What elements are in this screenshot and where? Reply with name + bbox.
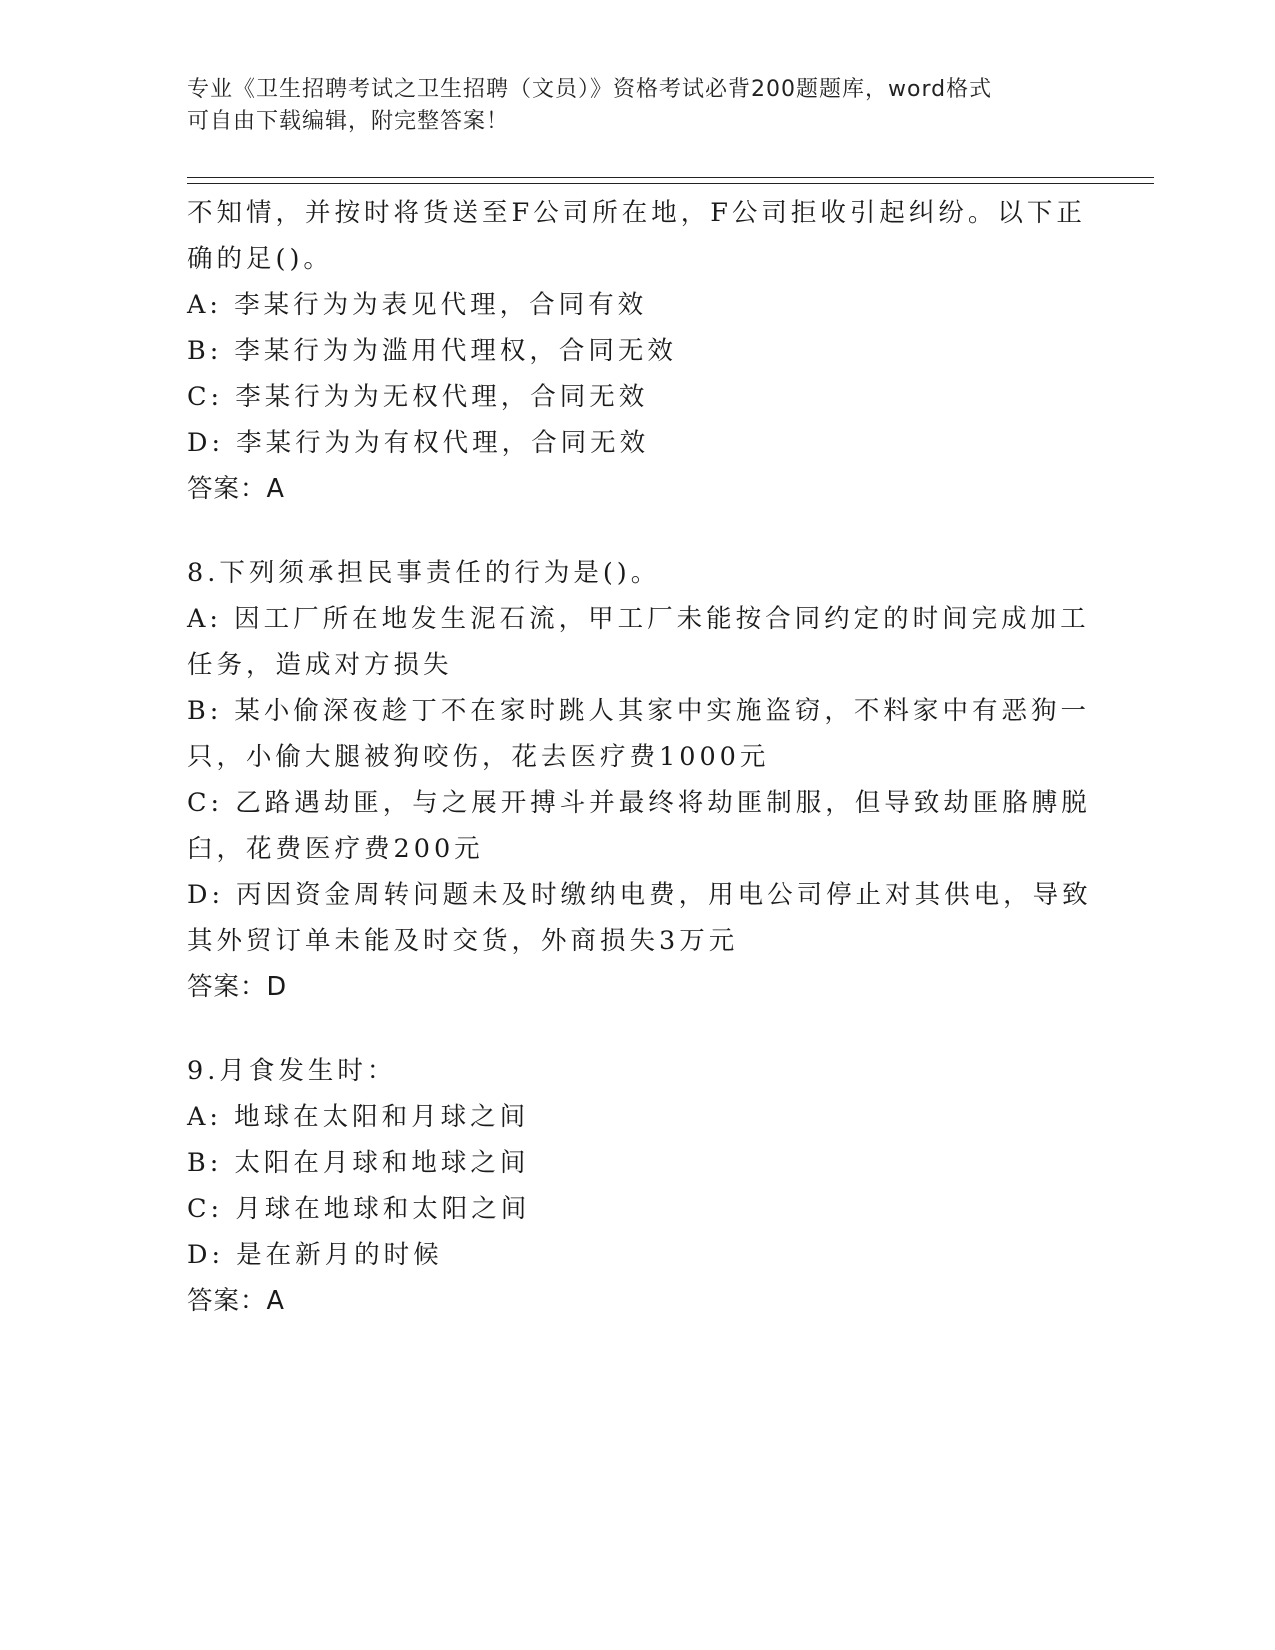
question-7-continuation: [187, 190, 1087, 512]
option-b: B: 李某行为为滥用代理权，合同无效: [187, 336, 677, 366]
option-d: D: 丙因资金周转问题未及时缴纳电费，用电公司停止对其供电，导致: [187, 880, 1092, 910]
question-stem-line: 确的足()。: [187, 244, 333, 274]
question-stem: 9.月食发生时：: [187, 1056, 397, 1086]
option-b: B: 某小偷深夜趁丁不在家时跳人其家中实施盗窃，不料家中有恶狗一: [187, 696, 1090, 726]
header-title-line-1: 专业《卫生招聘考试之卫生招聘（文员）》资格考试必背200题题库，word格式: [187, 77, 993, 102]
option-d: D: 是在新月的时候: [187, 1240, 443, 1270]
question-stem: 8.下列须承担民事责任的行为是()。: [187, 558, 661, 588]
option-b: B: 太阳在月球和地球之间: [187, 1148, 530, 1178]
option-d-continued: 其外贸订单未能及时交货，外商损失3万元: [187, 926, 739, 956]
question-stem-line: 不知情，并按时将货送至F公司所在地，F公司拒收引起纠纷。以下正: [187, 198, 1086, 228]
option-c: C: 李某行为为无权代理，合同无效: [187, 382, 649, 412]
option-b-continued: 只，小偷大腿被狗咬伤，花去医疗费1000元: [187, 742, 770, 772]
document-body: [187, 190, 1092, 1324]
header-title-line-2: 可自由下载编辑，附完整答案！: [187, 109, 510, 134]
option-d: D: 李某行为为有权代理，合同无效: [187, 428, 650, 458]
question-8: [187, 550, 1092, 1010]
option-a: A: 因工厂所在地发生泥石流，甲工厂未能按合同约定的时间完成加工: [187, 604, 1090, 634]
header-divider-bottom: [187, 183, 1154, 184]
answer-line: 答案：D: [187, 972, 288, 1002]
option-c-continued: 臼，花费医疗费200元: [187, 834, 484, 864]
page-header: [187, 74, 1067, 138]
question-9: [187, 1048, 1087, 1324]
header-divider-top: [187, 177, 1154, 178]
option-a: A: 地球在太阳和月球之间: [187, 1102, 530, 1132]
option-a-continued: 任务，造成对方损失: [187, 650, 453, 680]
option-c: C: 乙路遇劫匪，与之展开搏斗并最终将劫匪制服，但导致劫匪胳膊脱: [187, 788, 1091, 818]
answer-line: 答案：A: [187, 474, 285, 504]
option-c: C: 月球在地球和太阳之间: [187, 1194, 531, 1224]
option-a: A: 李某行为为表见代理，合同有效: [187, 290, 648, 320]
answer-line: 答案：A: [187, 1286, 285, 1316]
